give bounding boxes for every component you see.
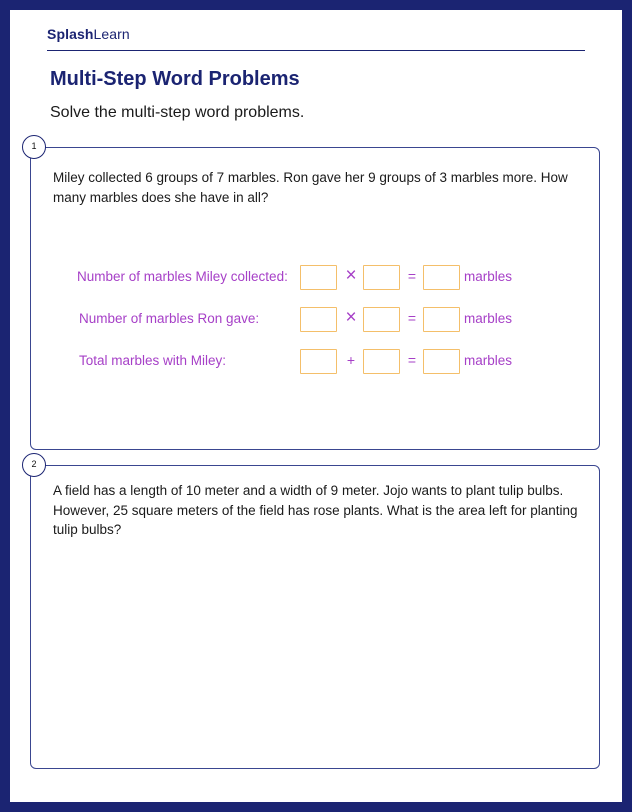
- answer-work-area[interactable]: [41, 551, 589, 756]
- header-divider: [47, 50, 585, 51]
- equation-label: Number of marbles Ron gave:: [79, 311, 260, 326]
- answer-box-product[interactable]: [423, 307, 460, 332]
- answer-box-factor-2[interactable]: [363, 265, 400, 290]
- unit-label: marbles: [464, 353, 513, 368]
- splashlearn-logo: [47, 26, 130, 42]
- equation-label: Number of marbles Miley collected:: [77, 269, 288, 284]
- equation-label: Total marbles with Miley:: [79, 353, 227, 368]
- answer-box-addend-1[interactable]: [300, 349, 337, 374]
- logo-text-light: Learn: [93, 26, 130, 42]
- equation-row-total: [31, 349, 601, 375]
- answer-box-sum[interactable]: [423, 349, 460, 374]
- logo-text-bold: Splash: [47, 26, 94, 42]
- problem-number-badge: 1: [22, 135, 46, 159]
- worksheet-page: [10, 10, 622, 802]
- answer-box-addend-2[interactable]: [363, 349, 400, 374]
- problem-card-1: [30, 141, 600, 450]
- worksheet-instructions: Solve the multi-step word problems.: [50, 104, 305, 121]
- answer-box-product[interactable]: [423, 265, 460, 290]
- equals-sign: =: [407, 268, 417, 284]
- equation-row-miley: [31, 265, 601, 291]
- unit-label: marbles: [464, 269, 513, 284]
- problem-text: Miley collected 6 groups of 7 marbles. Ron gave her 9 groups of 3 marbles more. How many marbles does she have in all?: [53, 170, 568, 205]
- times-sign: ×: [345, 307, 357, 328]
- answer-box-factor-2[interactable]: [363, 307, 400, 332]
- equals-sign: =: [407, 352, 417, 368]
- worksheet-title: Multi-Step Word Problems: [50, 68, 300, 90]
- answer-box-factor-1[interactable]: [300, 307, 337, 332]
- problem-number-badge: 2: [22, 453, 46, 477]
- equals-sign: =: [407, 310, 417, 326]
- equation-row-ron: [31, 307, 601, 333]
- answer-box-factor-1[interactable]: [300, 265, 337, 290]
- times-sign: ×: [345, 265, 357, 286]
- plus-sign: +: [346, 352, 356, 368]
- problem-card-2: [30, 459, 600, 769]
- problem-text: A field has a length of 10 meter and a width of 9 meter. Jojo wants to plant tulip bulbs. However, 25 square meters of the field has rose plants. What is the area left for planting tulip bulbs?: [53, 483, 578, 537]
- unit-label: marbles: [464, 311, 513, 326]
